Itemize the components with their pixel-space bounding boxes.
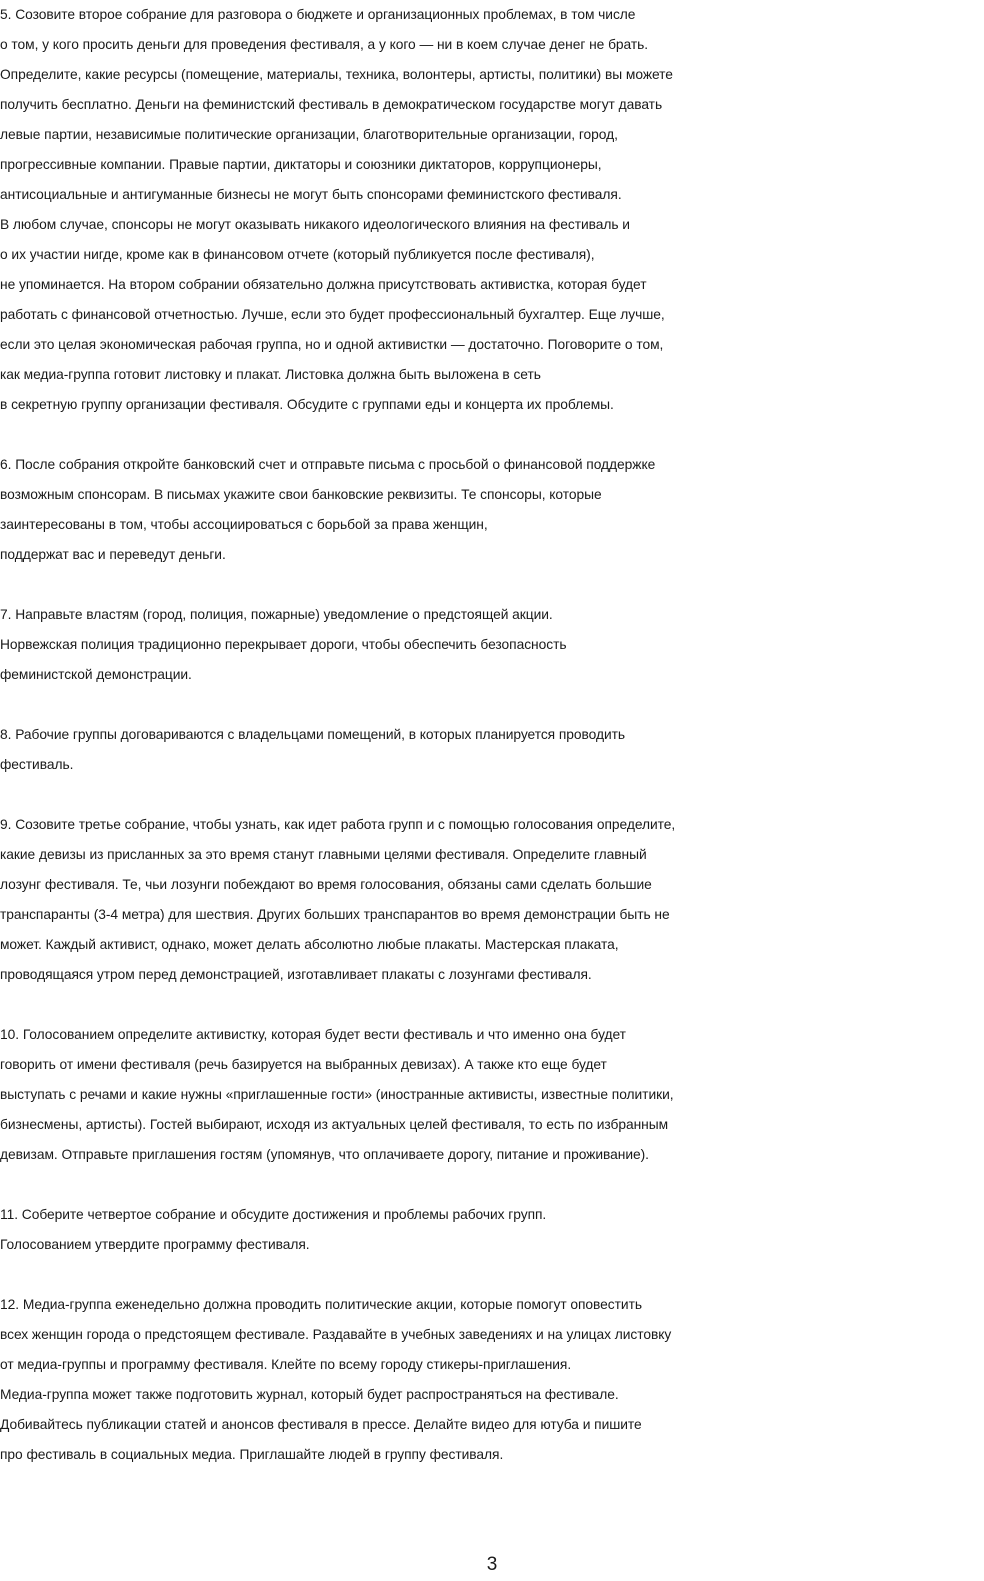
text-line: Норвежская полиция традиционно перекрывает дороги, чтобы обеспечить безопасность	[0, 637, 567, 652]
paragraph-3	[0, 600, 984, 690]
text-line: фестиваль.	[0, 757, 74, 772]
text-line: 5. Созовите второе собрание для разговора о бюджете и организационных проблемах, в том числе	[0, 7, 636, 22]
text-line: если это целая экономическая рабочая группа, но и одной активистки — достаточно. Поговорите о том,	[0, 337, 664, 352]
text-line: про фестиваль в социальных медиа. Приглашайте людей в группу фестиваля.	[0, 1447, 504, 1462]
paragraph-4	[0, 720, 984, 780]
text-line: лозунг фестиваля. Те, чьи лозунги побеждают во время голосования, обязаны сами сделать большие	[0, 877, 652, 892]
text-line: 11. Соберите четвертое собрание и обсудите достижения и проблемы рабочих групп.	[0, 1207, 547, 1222]
text-line: как медиа-группа готовит листовку и плакат. Листовка должна быть выложена в сеть	[0, 367, 541, 382]
text-line: может. Каждый активист, однако, может делать абсолютно любые плакаты. Мастерская плаката,	[0, 937, 619, 952]
paragraph-6	[0, 1020, 984, 1170]
text-line: транспаранты (3-4 метра) для шествия. Других больших транспарантов во время демонстрации быть не	[0, 907, 670, 922]
text-line: какие девизы из присланных за это время станут главными целями фестиваля. Определите главный	[0, 847, 647, 862]
paragraph-8	[0, 1290, 984, 1470]
text-line: выступать с речами и какие нужны «приглашенные гости» (иностранные активисты, известные политики,	[0, 1087, 674, 1102]
text-line: получить бесплатно. Деньги на феминистский фестиваль в демократическом государстве могут давать	[0, 97, 663, 112]
text-line: говорить от имени фестиваля (речь базируется на выбранных девизах). А также кто еще будет	[0, 1057, 607, 1072]
text-line: левые партии, независимые политические организации, благотворительные организации, город,	[0, 127, 618, 142]
text-line: поддержат вас и переведут деньги.	[0, 547, 226, 562]
text-line: 7. Направьте властям (город, полиция, пожарные) уведомление о предстоящей акции.	[0, 607, 553, 622]
text-line: бизнесмены, артисты). Гостей выбирают, исходя из актуальных целей фестиваля, то есть по избранным	[0, 1117, 669, 1132]
text-line: 9. Созовите третье собрание, чтобы узнать, как идет работа групп и с помощью голосования определите,	[0, 817, 676, 832]
text-line: Добивайтесь публикации статей и анонсов фестиваля в прессе. Делайте видео для ютуба и пишите	[0, 1417, 642, 1432]
text-line: В любом случае, спонсоры не могут оказывать никакого идеологического влияния на фестиваль и	[0, 217, 630, 232]
text-line: не упоминается. На втором собрании обязательно должна присутствовать активистка, которая будет	[0, 277, 647, 292]
text-line: 10. Голосованием определите активистку, которая будет вести фестиваль и что именно она будет	[0, 1027, 626, 1042]
text-line: работать с финансовой отчетностью. Лучше, если это будет профессиональный бухгалтер. Еще лучше,	[0, 307, 665, 322]
text-line: о том, у кого просить деньги для проведения фестиваля, а у кого — ни в коем случае денег не брать.	[0, 37, 649, 52]
text-line: 8. Рабочие группы договариваются с владельцами помещений, в которых планируется проводить	[0, 727, 626, 742]
text-line: от медиа-группы и программу фестиваля. Клейте по всему городу стикеры-приглашения.	[0, 1357, 572, 1372]
text-line: 12. Медиа-группа еженедельно должна проводить политические акции, которые помогут оповестить	[0, 1297, 642, 1312]
text-line: прогрессивные компании. Правые партии, диктаторы и союзники диктаторов, коррупционеры,	[0, 157, 602, 172]
text-line: Медиа-группа может также подготовить журнал, который будет распространяться на фестивале.	[0, 1387, 619, 1402]
text-line: девизам. Отправьте приглашения гостям (упомянув, что оплачиваете дорогу, питание и проживание).	[0, 1147, 649, 1162]
page-number: 3	[486, 1554, 498, 1575]
text-line: о их участии нигде, кроме как в финансовом отчете (который публикуется после фестиваля),	[0, 247, 595, 262]
text-line: 6. После собрания откройте банковский счет и отправьте письма с просьбой о финансовой поддержке	[0, 457, 656, 472]
text-line: заинтересованы в том, чтобы ассоциироваться с борьбой за права женщин,	[0, 517, 488, 532]
text-line: Голосованием утвердите программу фестиваля.	[0, 1237, 310, 1252]
paragraph-2	[0, 450, 984, 570]
text-line: возможным спонсорам. В письмах укажите свои банковские реквизиты. Те спонсоры, которые	[0, 487, 602, 502]
text-line: всех женщин города о предстоящем фестивале. Раздавайте в учебных заведениях и на улицах листовку	[0, 1327, 672, 1342]
text-line: феминистской демонстрации.	[0, 667, 192, 682]
paragraph-1	[0, 0, 984, 420]
text-line: антисоциальные и антигуманные бизнесы не могут быть спонсорами феминистского фестиваля.	[0, 187, 622, 202]
text-line: в секретную группу организации фестиваля. Обсудите с группами еды и концерта их проблемы.	[0, 397, 614, 412]
paragraph-5	[0, 810, 984, 990]
text-line: Определите, какие ресурсы (помещение, материалы, техника, волонтеры, артисты, политики) вы можете	[0, 67, 673, 82]
text-line: проводящаяся утром перед демонстрацией, изготавливает плакаты с лозунгами фестиваля.	[0, 967, 592, 982]
paragraph-7	[0, 1200, 984, 1260]
